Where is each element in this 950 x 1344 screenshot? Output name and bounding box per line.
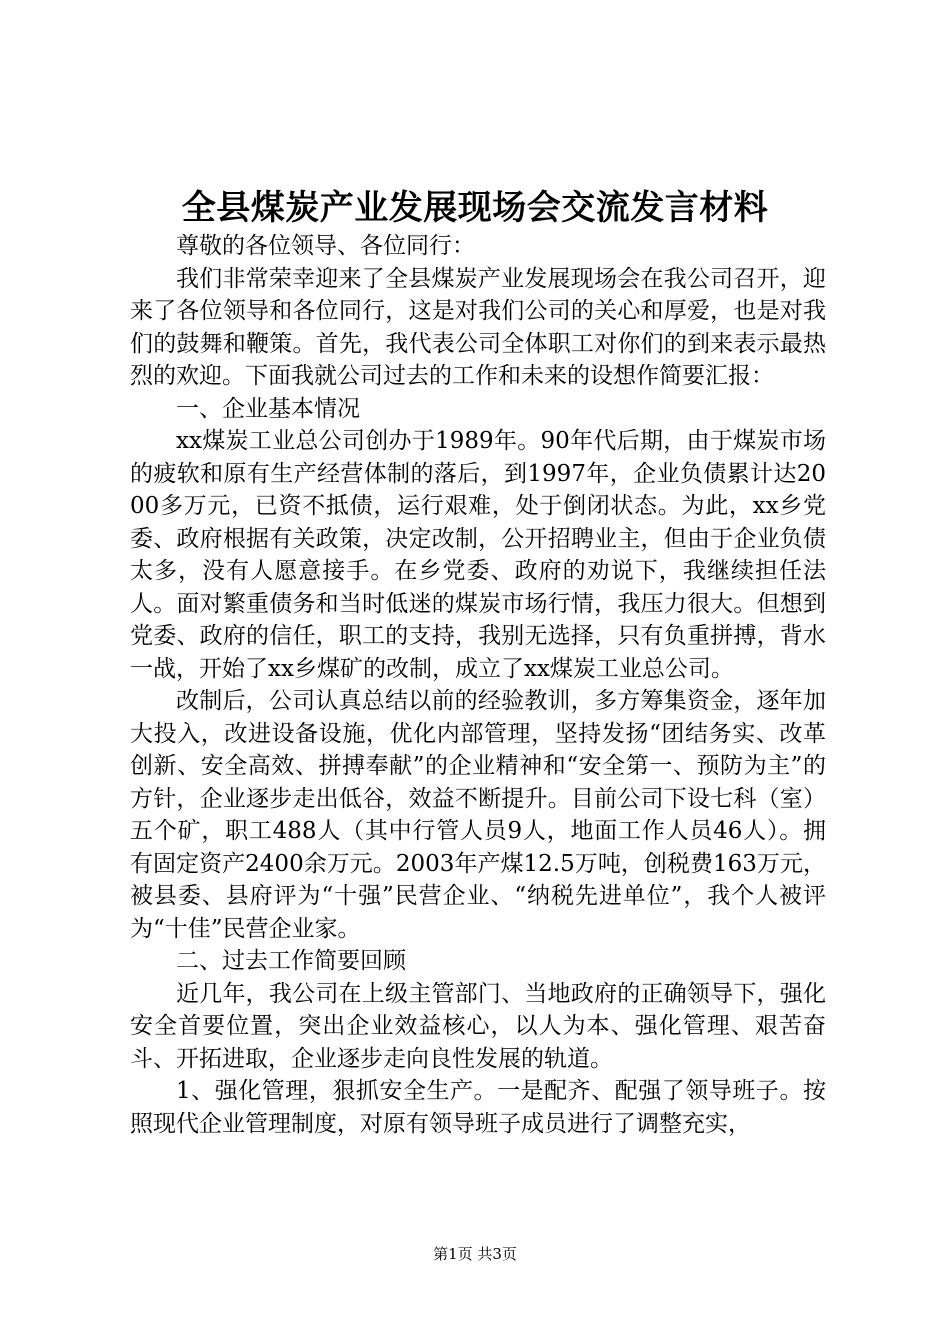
- company-history-paragraph: xx煤炭工业总公司创办于1989年。90年代后期，由于煤炭市场的疲软和原有生产经营体制的落后，到1997年，企业负债累计达2000多万元，已资不抵债，运行艰难，处于倒闭状态。为此，xx乡党委、政府根据有关政策，决定改制，公开招聘业主，但由于企业负债太多，没有人愿意接手。在乡党委、政府的劝说下，我继续担任法人。面对繁重债务和当时低迷的煤炭市场行情，我压力很大。但想到党委、政府的信任，职工的支持，我别无选择，只有负重拼搏，背水一战，开始了xx乡煤矿的改制，成立了xx煤炭工业总公司。: [130, 428, 826, 682]
- section-heading-2: 二、过去工作简要回顾: [176, 948, 406, 974]
- review-intro-paragraph: 近几年，我公司在上级主管部门、当地政府的正确领导下，强化安全首要位置，突出企业效益核心，以人为本、强化管理、艰苦奋斗、开拓进取，企业逐步走向良性发展的轨道。: [130, 980, 826, 1072]
- salutation: 尊敬的各位领导、各位同行：: [176, 233, 475, 259]
- document-title: 全县煤炭产业发展现场会交流发言材料: [181, 188, 769, 228]
- intro-paragraph: 我们非常荣幸迎来了全县煤炭产业发展现场会在我公司召开，迎来了各位领导和各位同行，这是对我们公司的关心和厚爱，也是对我们的鼓舞和鞭策。首先，我代表公司全体职工对你们的到来表示最热烈的欢迎。下面我就公司过去的工作和未来的设想作简要汇报：: [130, 265, 826, 389]
- section-heading-1: 一、企业基本情况: [176, 395, 360, 422]
- document-body: [130, 230, 826, 1140]
- page-footer: 第1页 共3页: [433, 1245, 517, 1263]
- reform-results-paragraph: 改制后，公司认真总结以前的经验教训，多方筹集资金，逐年加大投入，改进设备设施，优化内部管理，坚持发扬“团结务实、改革创新、安全高效、拼搏奉献”的企业精神和“安全第一、预防为主”的方针，企业逐步走出低谷，效益不断提升。目前公司下设七科（室）五个矿，职工488人（其中行管人员9人，地面工作人员46人）。拥有固定资产2400余万元。2003年产煤12.5万吨，创税费163万元，被县委、县府评为“十强”民营企业、“纳税先进单位”，我个人被评为“十佳”民营企业家。: [130, 688, 826, 942]
- management-paragraph: 1、强化管理，狠抓安全生产。一是配齐、配强了领导班子。按照现代企业管理制度，对原有领导班子成员进行了调整充实，: [130, 1078, 826, 1137]
